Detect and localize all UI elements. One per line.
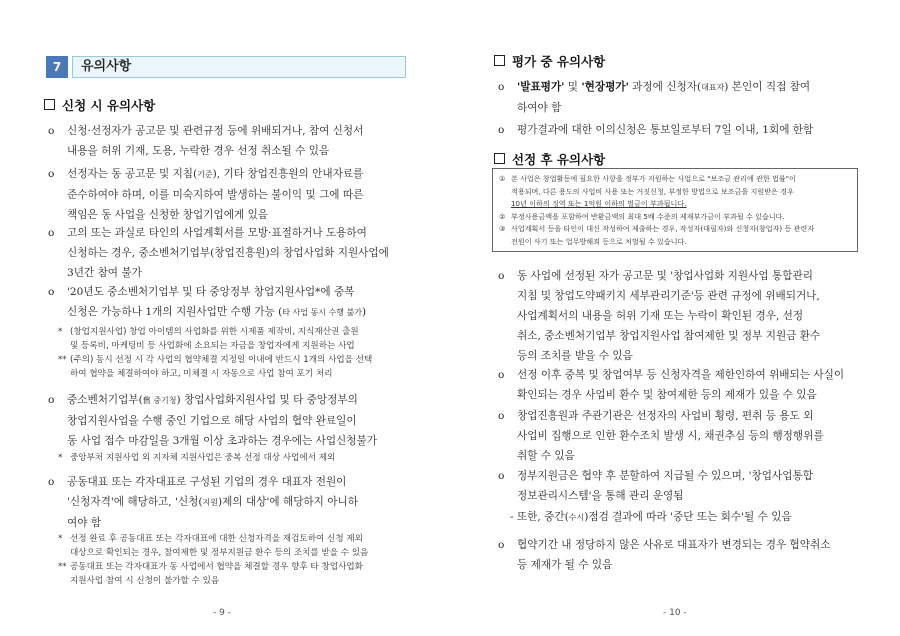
list-item: o 공동대표 또는 각자대표로 구성된 기업의 경우 대표자 전원이 '신청자격'에 해당하고, '신청(지원)제의 대상'에 해당하지 아니하 여야 함 (67, 472, 417, 533)
list-item: o 협약기간 내 정당하지 않은 사유로 대표자가 변경되는 경우 협약취소 등 제재가 될 수 있음 (517, 535, 877, 575)
page-number: - 9 - (213, 608, 231, 618)
footnote: * 중앙부처 지원사업 외 지자체 지원사업은 중복 선정 대상 사업에서 제외 (58, 453, 336, 463)
circle-bullet-icon: o (498, 539, 505, 551)
subheading-evaluation: 평가 중 유의사항 (494, 52, 605, 70)
footnote: * (창업지원사업) 창업 아이템의 사업화를 위한 시제품 제작비, 지식재산권 출원 및 등록비, 마케팅비 등 사업화에 소요되는 자금을 창업자에게 지원하는 사업 (58, 327, 359, 351)
circle-bullet-icon: o (48, 125, 55, 137)
list-item: o 고의 또는 과실로 타인의 사업계획서를 모방·표절하거나 도용하여 신청하는 경우, 중소벤처기업부(창업진흥원)의 창업사업화 지원사업에 3년간 참여 불가 (67, 223, 417, 283)
page-number: - 10 - (663, 608, 687, 618)
circle-bullet-icon: o (498, 124, 505, 136)
subheading-apply: 신청 시 유의사항 (44, 96, 155, 114)
circle-bullet-icon: o (498, 369, 505, 381)
list-item: o 선정 이후 중복 및 창업여부 등 신청자격을 제한인하여 위배되는 사실이 확인되는 경우 사업비 환수 및 참여제한 등의 제재가 있을 수 있음 (517, 365, 877, 405)
list-item: o 동 사업에 선정된 자가 공고문 및 '창업사업화 지원사업 통합관리 지침 및 창업도약패키지 세부관리기준'등 관련 규정에 위배되거나, 사업계획서의 내용을 허위 기재 또는 누락이 확인된 경우, 선정 취소, 중소벤처기업부 창업지원사업 참여제한 및 정부 지원금 환수 등의 조치를 받을 수 있음 (517, 266, 877, 366)
footnote: ** 공동대표 또는 각자대표가 동 사업에서 협약을 체결할 경우 향후 타 창업사업화 지원사업 참여 시 신청이 불가할 수 있음 (58, 562, 363, 586)
circle-bullet-icon: o (498, 410, 505, 422)
circle-bullet-icon: o (498, 81, 505, 93)
square-bullet-icon (494, 55, 505, 66)
list-item: o 평가결과에 대한 이의신청은 통보일로부터 7일 이내, 1회에 한함 (517, 120, 867, 140)
square-bullet-icon (44, 99, 55, 110)
list-item: o '20년도 중소벤처기업부 및 타 중앙정부 창업지원사업*에 중복 신청은 가능하나 1개의 지원사업만 수행 가능 (타 사업 동시 수행 불가) (67, 282, 417, 323)
section-number: 7 (46, 56, 68, 78)
list-item: o 선정자는 동 공고문 및 지침(기준), 기타 창업진흥원의 안내자료를 준수하여야 하며, 이를 미숙지하여 발생하는 불이익 및 그에 따른 책임은 동 사업을 신청한 창업기업에게 있음 (67, 164, 417, 225)
circle-bullet-icon: o (48, 286, 55, 298)
warning-box: ① 본 사업은 창업활동에 필요한 사항을 정부가 지원하는 사업으로 "보조금 관리에 관한 법률"이 적용되며, 다른 용도의 사업비 사용 또는 거짓신청, 부정한 방법으로 보조금을 지원받은 경우 10년 이하의 징역 또는 1억원 이하의 벌금이 부과됩니다. ② 부정사용금액을 포함하여 반환금액의 최대 5배 수준의 제재부가금이 부과될 수 있습니다. ③ 사업계획서 등을 타인이 대신 작성하여 제출하는 경우, 작성자(대필자)와 신청자(창업자) 등 관련자 전원이 사기 또는 업무방해죄 등으로 처벌될 수 있습니다. (492, 168, 858, 252)
circle-bullet-icon: o (48, 394, 55, 406)
circle-bullet-icon: o (48, 227, 55, 239)
square-bullet-icon (494, 153, 505, 164)
list-item: o 중소벤처기업부(舊 중기청) 창업사업화지원사업 및 타 중앙정부의 창업지원사업을 수행 중인 기업으로 해당 사업의 협약 완료일이 동 사업 접수 마감일을 3개월 이상 초과하는 경우에는 사업신청불가 (67, 390, 417, 451)
list-item: o 신청·선정자가 공고문 및 관련규정 등에 위배되거나, 참여 신청서 내용을 허위 기재, 도용, 누락한 경우 선정 취소될 수 있음 (67, 121, 417, 161)
list-item: o 창업진흥원과 주관기관은 선정자의 사업비 횡령, 편취 등 용도 외 사업비 집행으로 인한 환수조치 발생 시, 채권추심 등의 행정행위를 취할 수 있음 (517, 406, 877, 466)
circle-bullet-icon: o (48, 476, 55, 488)
right-page (450, 0, 900, 636)
circle-bullet-icon: o (48, 168, 55, 180)
list-item: o '발표평가' 및 '현장평가' 과정에 신청자(대표자) 본인이 직접 참여 하여야 함 (517, 77, 867, 118)
list-item: o 정부지원금은 협약 후 분할하여 지급될 수 있으며, '창업사업통합 정보관리시스템'을 통해 관리 운영됨 (517, 466, 877, 506)
dash-item: - 또한, 중간(수시)점검 결과에 따라 '중단 또는 회수'될 수 있음 (510, 511, 792, 523)
subheading-after-selection: 선정 후 유의사항 (494, 150, 605, 168)
circle-bullet-icon: o (498, 270, 505, 282)
circle-bullet-icon: o (498, 470, 505, 482)
section-title: 유의사항 (72, 56, 406, 78)
footnote: ** (주의) 동시 선정 시 각 사업의 협약체결 지정일 이내에 반드시 1개의 사업을 선택 하여 협약을 체결하여야 하고, 미체결 시 자동으로 사업 참여 포기 처리 (58, 355, 373, 379)
section-header (46, 56, 406, 78)
footnote: * 선정 완료 후 공동대표 또는 각자대표에 대한 신청자격을 재검토하여 신청 제외 대상으로 확인되는 경우, 참여제한 및 정부지원금 환수 등의 조치를 받을 수 있음 (58, 534, 369, 558)
